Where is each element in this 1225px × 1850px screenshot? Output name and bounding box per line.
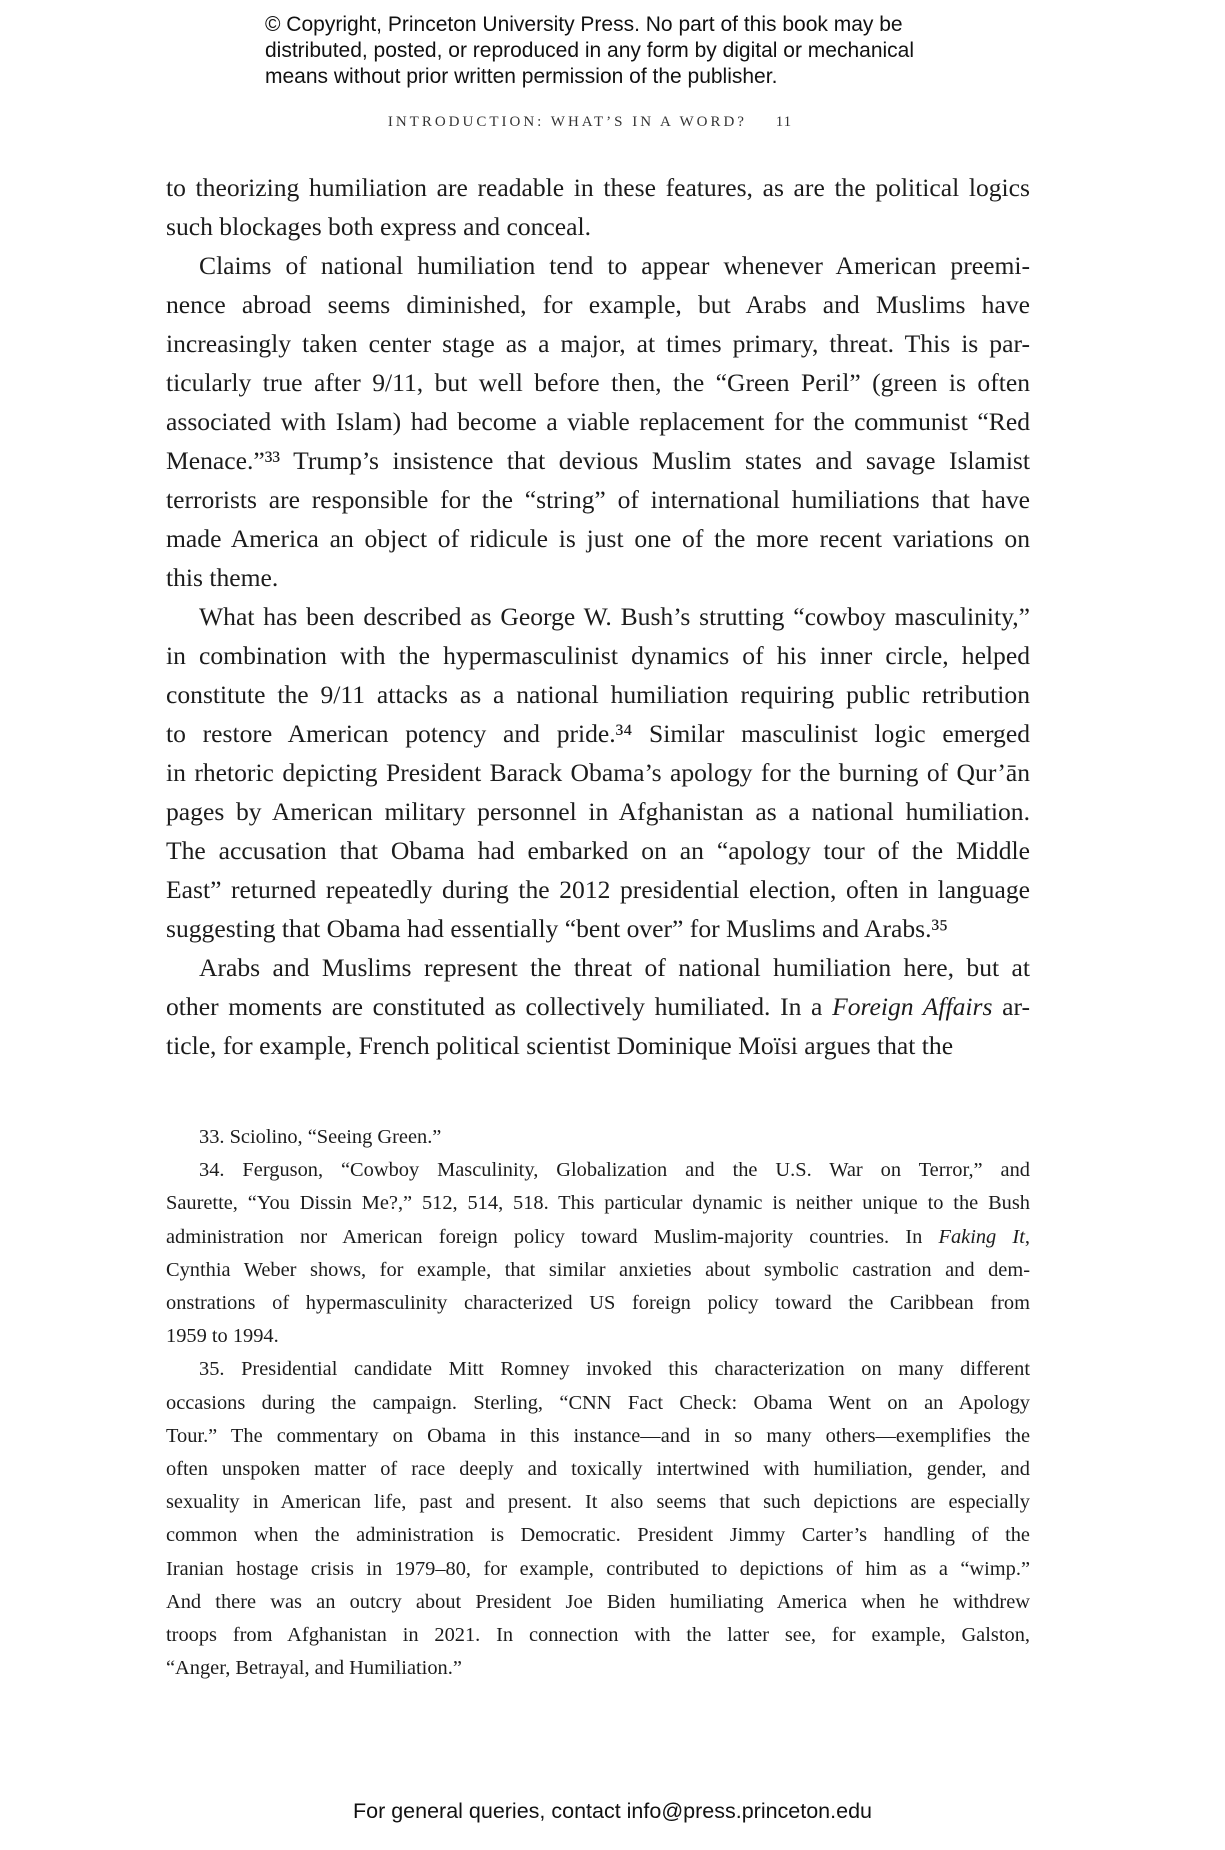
body-text	[166, 168, 1030, 1065]
text-line: And there was an outcry about President Joe Biden humiliating America when he withdrew	[166, 1590, 1030, 1613]
text-line: pages by American military personnel in Afghanistan as a national humiliation.	[166, 797, 1030, 826]
text-line: troops from Afghanistan in 2021. In connection with the latter see, for example, Galston,	[166, 1624, 1030, 1647]
text-line: this theme.	[166, 563, 279, 592]
text-line: onstrations of hypermasculinity characterized US foreign policy toward the Caribbean from	[166, 1292, 1030, 1315]
copyright-line: © Copyright, Princeton University Press. No part of this book may be	[265, 13, 903, 36]
page-number: 11	[775, 114, 793, 130]
text-line: Saurette, “You Dissin Me?,” 512, 514, 518. This particular dynamic is neither unique to the Bush	[166, 1192, 1030, 1215]
text-line: nence abroad seems diminished, for example, but Arabs and Muslims have	[166, 290, 1030, 319]
paragraph	[166, 168, 1030, 246]
text-line: other moments are constituted as collectively humiliated. In a Foreign Affairs ar-	[166, 992, 1031, 1021]
copyright-line: means without prior written permission of the publisher.	[265, 65, 778, 88]
text-line: Iranian hostage crisis in 1979–80, for example, contributed to depictions of him as a “wimp.”	[166, 1557, 1030, 1580]
text-line: made America an object of ridicule is just one of the more recent variations on	[166, 524, 1030, 553]
text-line: in combination with the hypermasculinist dynamics of his inner circle, helped	[166, 641, 1030, 670]
text-line: 35. Presidential candidate Mitt Romney invoked this characterization on many different	[199, 1358, 1030, 1381]
text-line: East” returned repeatedly during the 2012 presidential election, often in language	[166, 875, 1030, 904]
text-line: administration nor American foreign policy toward Muslim-majority countries. In Faking It,	[166, 1225, 1031, 1248]
text-line: What has been described as George W. Bush’s strutting “cowboy masculinity,”	[199, 602, 1030, 631]
footnote	[166, 1121, 1030, 1154]
running-head	[160, 114, 1020, 131]
copyright-notice	[265, 12, 985, 90]
text-line: “Anger, Betrayal, and Humiliation.”	[166, 1657, 462, 1680]
paragraph	[166, 597, 1030, 948]
text-line: often unspoken matter of race deeply and toxically intertwined with humiliation, gender, and	[166, 1458, 1030, 1481]
text-line: in rhetoric depicting President Barack Obama’s apology for the burning of Qur’ān	[166, 758, 1030, 787]
text-line: Tour.” The commentary on Obama in this instance—and in so many others—exemplifies the	[166, 1424, 1030, 1447]
text-line: suggesting that Obama had essentially “bent over” for Muslims and Arabs.³⁵	[166, 914, 949, 943]
running-head-title: INTRODUCTION: WHAT’S IN A WORD?	[387, 114, 747, 130]
text-line: occasions during the campaign. Sterling, “CNN Fact Check: Obama Went on an Apology	[166, 1391, 1030, 1414]
text-line: 1959 to 1994.	[166, 1325, 279, 1348]
text-line: such blockages both express and conceal.	[166, 212, 591, 241]
text-line: ticularly true after 9/11, but well before then, the “Green Peril” (green is often	[166, 368, 1030, 397]
footnote	[166, 1353, 1030, 1685]
footer-contact: For general queries, contact info@press.princeton.edu	[352, 1799, 872, 1823]
text-line: increasingly taken center stage as a major, at times primary, threat. This is par-	[166, 329, 1030, 358]
text-line: associated with Islam) had become a viable replacement for the communist “Red	[166, 407, 1030, 436]
footnote	[166, 1154, 1030, 1353]
text-line: constitute the 9/11 attacks as a national humiliation requiring public retribution	[166, 680, 1030, 709]
paragraph	[166, 948, 1030, 1065]
footnotes	[166, 1121, 1030, 1685]
text-line: sexuality in American life, past and present. It also seems that such depictions are especially	[166, 1491, 1030, 1514]
text-line: common when the administration is Democratic. President Jimmy Carter’s handling of the	[166, 1524, 1030, 1547]
text-line: to restore American potency and pride.³⁴ Similar masculinist logic emerged	[166, 719, 1030, 748]
text-line: Arabs and Muslims represent the threat of national humiliation here, but at	[199, 953, 1030, 982]
text-line: ticle, for example, French political scientist Dominique Moïsi argues that the	[166, 1031, 954, 1060]
text-line: 34. Ferguson, “Cowboy Masculinity, Globalization and the U.S. War on Terror,” and	[199, 1159, 1030, 1182]
text-line: Claims of national humiliation tend to appear whenever American preemi-	[199, 251, 1030, 280]
text-line: to theorizing humiliation are readable in these features, as are the political logics	[166, 173, 1030, 202]
text-line: Menace.”³³ Trump’s insistence that devious Muslim states and savage Islamist	[166, 446, 1030, 475]
text-line: Cynthia Weber shows, for example, that similar anxieties about symbolic castration and dem-	[166, 1258, 1030, 1281]
text-line: terrorists are responsible for the “string” of international humiliations that have	[166, 485, 1030, 514]
paragraph	[166, 246, 1030, 597]
copyright-line: distributed, posted, or reproduced in any form by digital or mechanical	[265, 39, 915, 62]
text-line: 33. Sciolino, “Seeing Green.”	[199, 1126, 442, 1148]
text-line: The accusation that Obama had embarked on an “apology tour of the Middle	[166, 836, 1030, 865]
